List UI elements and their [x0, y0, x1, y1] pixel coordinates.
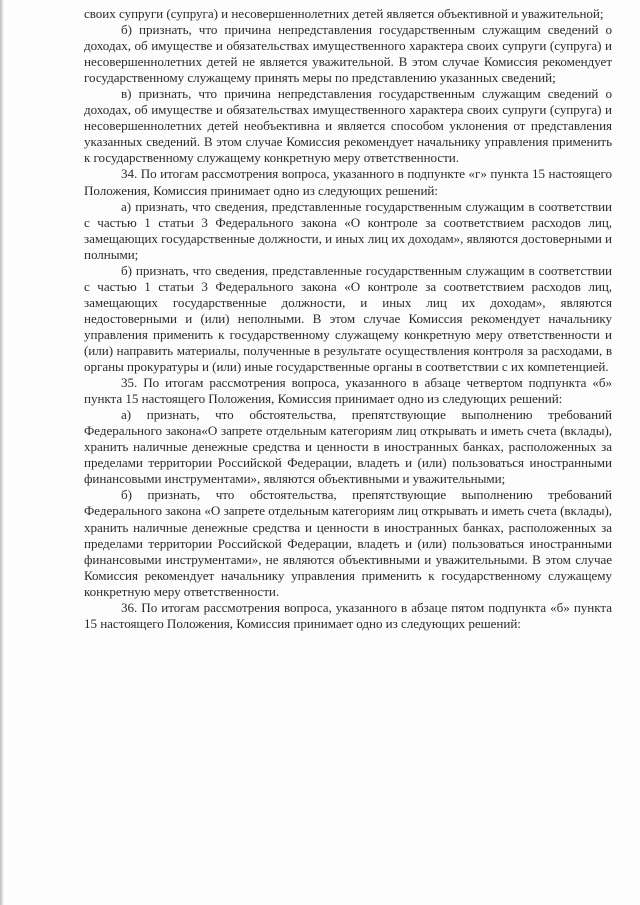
paragraph-33-v: в) признать, что причина непредставления государственным служащим сведений о доходах, об имуществе и обязательствах имущественного характера своих супруги (супруга) и несовершеннолетних детей необъективна и является способом уклонения от представления указанных сведений. В этом случае Комиссия рекомендует начальнику управления применить к государственному служащему конкретную меру ответственности. [84, 86, 612, 166]
paragraph-continuation: своих супруги (супруга) и несовершеннолетних детей является объективной и уважительной; [84, 6, 604, 21]
paragraph-34-b: б) признать, что сведения, представленные государственным служащим в соответствии с частью 1 статьи 3 Федерального закона «О контроле за соответствием расходов лиц, замещающих государственные должности, и иных лиц их доходам», являются недостоверными и (или) неполными. В этом случае Комиссия рекомендует начальнику управления применить к государственному служащему конкретную меру ответственности и (или) направить материалы, полученные в результате осуществления контроля за расходами, в органы прокуратуры и (или) иные государственные органы в соответствии с их компетенцией. [84, 262, 612, 375]
paragraph-36: 36. По итогам рассмотрения вопроса, указанного в абзаце пятом подпункта «б» пункта 15 настоящего Положения, Комиссия принимает одно из следующих решений: [84, 599, 612, 631]
paragraph-35: 35. По итогам рассмотрения вопроса, указанного в абзаце четвертом подпункта «б» пункта 15 настоящего Положения, Комиссия принимает одно из следующих решений: [84, 375, 612, 407]
paragraph-34-a: а) признать, что сведения, представленные государственным служащим в соответствии с частью 1 статьи 3 Федерального закона «О контроле за соответствием расходов лиц, замещающих государственные должности, и иных лиц их доходам», являются достоверными и полными; [84, 198, 612, 262]
paragraph-33-b: б) признать, что причина непредставления государственным служащим сведений о доходах, об имуществе и обязательствах имущественного характера своих супруги (супруга) и несовершеннолетних детей не является уважительной. В этом случае Комиссия рекомендует государственному служащему принять меры по представлению указанных сведений; [84, 22, 612, 86]
document-body [84, 6, 612, 632]
paragraph-35-a: а) признать, что обстоятельства, препятствующие выполнению требований Федерального закона«О запрете отдельным категориям лиц открывать и иметь счета (вклады), хранить наличные денежные средства и ценности в иностранных банках, расположенных за пределами территории Российской Федерации, владеть и (или) пользоваться иностранными финансовыми инструментами», являются объективными и уважительными; [84, 407, 612, 487]
scan-edge-shadow [0, 0, 4, 905]
paragraph-34: 34. По итогам рассмотрения вопроса, указанного в подпункте «г» пункта 15 настоящего Положения, Комиссия принимает одно из следующих решений: [84, 166, 612, 198]
paragraph-35-b: б) признать, что обстоятельства, препятствующие выполнению требований Федерального закона «О запрете отдельным категориям лиц открывать и иметь счета (вклады), хранить наличные денежные средства и ценности в иностранных банках, расположенных за пределами территории Российской Федерации, владеть и (или) пользоваться иностранными финансовыми инструментами», не являются объективными и уважительными. В этом случае Комиссия рекомендует начальнику управления применить к государственному служащему конкретную меру ответственности. [84, 487, 612, 599]
